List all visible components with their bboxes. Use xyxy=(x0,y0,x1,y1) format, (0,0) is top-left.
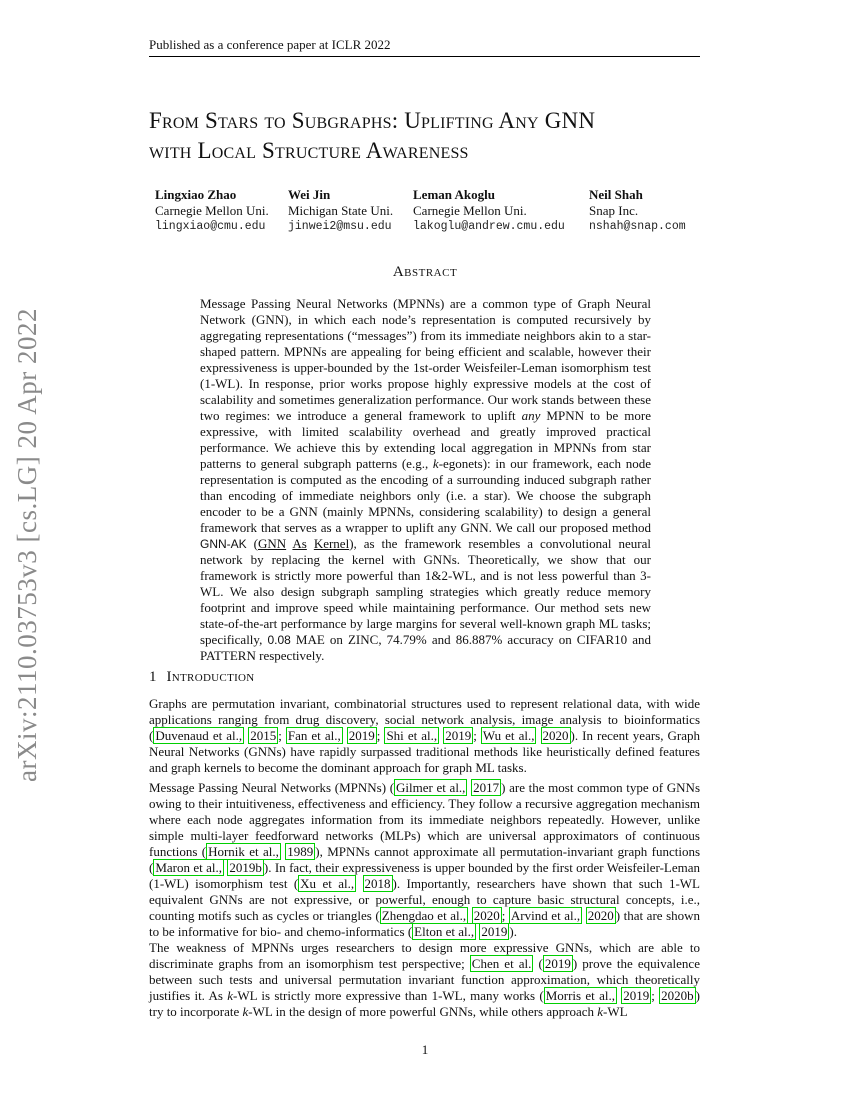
title-line-1: From Stars to Subgraphs: Uplifting Any GNN xyxy=(149,108,596,133)
author-affiliation: Carnegie Mellon Uni. xyxy=(155,203,269,218)
paper-title xyxy=(149,106,729,166)
author-affiliation: Carnegie Mellon Uni. xyxy=(413,203,527,218)
citation-link[interactable]: 2015 xyxy=(250,728,277,743)
author-name: Wei Jin xyxy=(288,187,331,202)
citation-link[interactable]: 2019 xyxy=(481,924,508,939)
author-block xyxy=(155,187,269,235)
citation-link[interactable]: Fan et al., xyxy=(287,728,341,743)
section-title: Introduction xyxy=(166,669,255,685)
page-number: 1 xyxy=(421,1042,429,1057)
citation-link[interactable]: 2019b xyxy=(229,860,262,875)
author-block xyxy=(589,187,686,235)
citation-link[interactable]: 2020 xyxy=(473,908,500,923)
citation-link[interactable]: 2017 xyxy=(473,780,500,795)
citation-link[interactable]: Hornik et al., xyxy=(208,844,279,859)
title-line-2: with Local Structure Awareness xyxy=(149,138,469,163)
author-block xyxy=(413,187,565,235)
author-name: Lingxiao Zhao xyxy=(155,187,237,202)
arxiv-stamp: arXiv:2110.03753v3 [cs.LG] 20 Apr 2022 xyxy=(12,308,42,782)
paragraph: The weakness of MPNNs urges researchers to design more expressive GNNs, which are able to discriminate graphs from an isomorphism test perspective; Chen et al. ( 2019 ) prove the equivalence between such tests and universal permutation invariant function approximation, which theoretically justifies it. As k-WL is strictly more expressive than 1-WL, many works ( Morris et al., 2019 ; 2020b ) try to incorporate k-WL in the design of more powerful GNNs, while others approach k-WL xyxy=(149,940,700,1019)
author-name: Neil Shah xyxy=(589,187,643,202)
citation-link[interactable]: Zhengdao et al., xyxy=(381,908,467,923)
author-block xyxy=(288,187,393,235)
section-heading xyxy=(149,669,255,686)
paragraph: Graphs are permutation invariant, combinatorial structures used to represent relational data, with wide applications ranging from drug discovery, social network analysis, image analysis to bioinformatics ( Duvenaud et al., 2015 ; Fan et al., 2019 ; Shi et al., 2019 ; Wu et al., 2020 ). In recent years, Graph Neural Networks (GNNs) have rapidly surpassed traditional methods like heuristically defined features and graph kernels to become the dominant approach for graph ML tasks. xyxy=(149,696,701,775)
citation-link[interactable]: Shi et al., xyxy=(386,728,438,743)
author-email: lingxiao@cmu.edu xyxy=(155,220,266,233)
citation-link[interactable]: Elton et al., xyxy=(414,924,475,939)
abstract-heading: Abstract xyxy=(392,264,458,280)
citation-link[interactable]: 2019 xyxy=(544,956,571,971)
author-affiliation: Michigan State Uni. xyxy=(288,203,394,218)
citation-link[interactable]: Morris et al., xyxy=(545,988,615,1003)
citation-link[interactable]: 2020 xyxy=(542,728,569,743)
running-head: Published as a conference paper at ICLR 2022 xyxy=(149,37,700,57)
author-email: jinwei2@msu.edu xyxy=(288,220,392,233)
citation-link[interactable]: Arvind et al., xyxy=(510,908,581,923)
author-affiliation: Snap Inc. xyxy=(589,203,639,218)
author-email: lakoglu@andrew.cmu.edu xyxy=(413,220,565,233)
citation-link[interactable]: 2019 xyxy=(623,988,650,1003)
citation-link[interactable]: 2020b xyxy=(661,988,694,1003)
paragraph: Message Passing Neural Networks (MPNNs) ( Gilmer et al., 2017 ) are the most common type of GNNs owing to their intuitiveness, effectiveness and efficiency. They follow a recursive aggregation mechanism where each node aggregates information from its immediate neighbors repeatedly. However, unlike simple multi-layer feedforward networks (MLPs) which are universal approximators of continuous functions ( Hornik et al., 1989 ), MPNNs cannot approximate all permutation-invariant graph functions ( Maron et al., 2019b ). In fact, their expressiveness is upper bounded by the first order Weisfeiler-Leman (1-WL) isomorphism test ( Xu et al., 2018 ). Importantly, researchers have shown that such 1-WL equivalent GNNs are not expressive, or powerful, enough to capture basic structural concepts, i.e., counting motifs such as cycles or triangles ( Zhengdao et al., 2020 ; Arvind et al., 2020 ) that are shown to be informative for bio- and chemo-informatics ( Elton et al., 2019 ). xyxy=(149,780,701,939)
citation-link[interactable]: Maron et al., xyxy=(155,860,223,875)
citation-link[interactable]: 2019 xyxy=(445,728,472,743)
citation-link[interactable]: 2019 xyxy=(348,728,375,743)
citation-link[interactable]: Chen et al. xyxy=(471,956,532,971)
citation-link[interactable]: Xu et al., xyxy=(300,876,355,891)
section-number: 1 xyxy=(149,669,157,685)
citation-link[interactable]: Wu et al., xyxy=(482,728,535,743)
author-name: Leman Akoglu xyxy=(413,187,495,202)
author-email: nshah@snap.com xyxy=(589,220,686,233)
emphasis: any xyxy=(521,408,541,423)
citation-link[interactable]: 2018 xyxy=(364,876,391,891)
abstract-body: Message Passing Neural Networks (MPNNs) are a common type of Graph Neural Network (GNN), in which each node’s representation is computed recursively by aggregating representations (“messages”) from its immediate neighbors akin to a star-shaped pattern. MPNNs are appealing for being efficient and scalable, however their expressiveness is upper-bounded by the 1st-order Weisfeiler-Leman isomorphism test (1-WL). In response, prior works propose highly expressive models at the cost of scalability and sometimes generalization performance. Our work stands between these two regimes: we introduce a general framework to uplift any MPNN to be more expressive, with limited scalability overhead and greatly improved practical performance. We achieve this by extending local aggregation in MPNNs from star patterns to general subgraph patterns (e.g., k-egonets): in our framework, each node representation is computed as the encoding of a surrounding induced subgraph rather than encoding of immediate neighbors only (i.e. a star). We choose the subgraph encoder to be a GNN (mainly MPNNs, considering scalability) to design a general framework that serves as a wrapper to uplift any GNN. We call our proposed method GNN-AK (GNN As Kernel), as the framework resembles a convolutional neural network by replacing the kernel with GNNs. Theoretically, we show that our framework is strictly more powerful than 1&2-WL, and is not less powerful than 3-WL. We also design subgraph sampling strategies which greatly reduce memory footprint and improve speed while maintaining performance. Our method sets new state-of-the-art performance by large margins for several well-known graph ML tasks; specifically, 0.08 MAE on ZINC, 74.79% and 86.887% accuracy on CIFAR10 and PATTERN respectively. xyxy=(200,296,652,663)
citation-link[interactable]: 2020 xyxy=(587,908,614,923)
method-name: GNN-AK xyxy=(200,537,247,551)
citation-link[interactable]: Duvenaud et al., xyxy=(155,728,243,743)
citation-link[interactable]: 1989 xyxy=(287,844,314,859)
citation-link[interactable]: Gilmer et al., xyxy=(396,780,466,795)
